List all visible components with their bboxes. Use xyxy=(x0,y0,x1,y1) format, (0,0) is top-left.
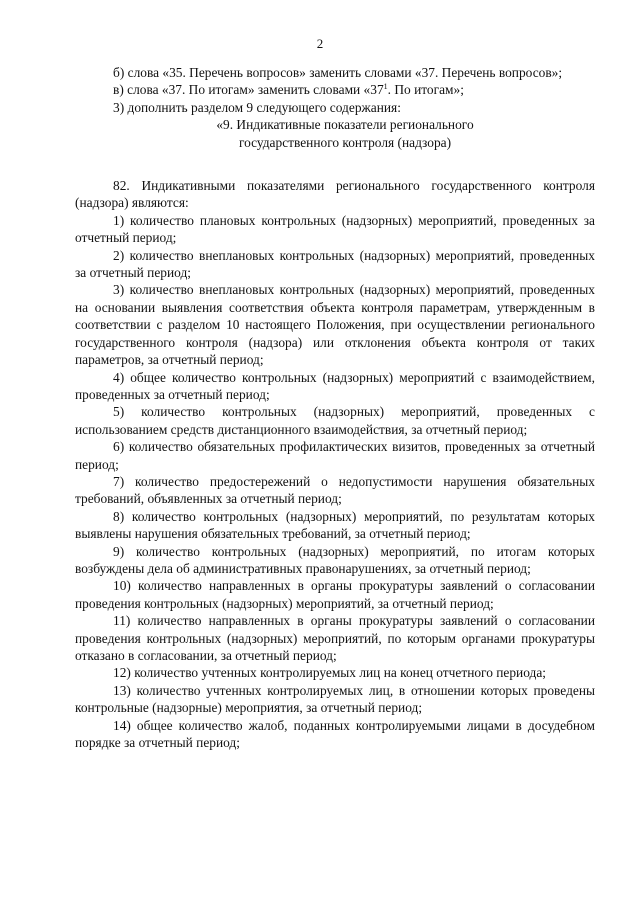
list-item-6: 6) количество обязательных профилактических визитов, проведенных за отчетный период; xyxy=(75,439,595,472)
intro-item-3: 3) дополнить разделом 9 следующего содержания: xyxy=(113,99,401,115)
intro-item-b: б) слова «35. Перечень вопросов» заменить словами «37. Перечень вопросов»; xyxy=(113,65,563,80)
document-body xyxy=(75,64,595,751)
list-item-10: 10) количество направленных в органы прокуратуры заявлений о согласовании проведения контрольных (надзорных) мероприятий, за отчетный период; xyxy=(75,578,595,611)
paragraph-82: 82. Индикативными показателями регионального государственного контроля (надзора) являются: xyxy=(75,178,595,211)
list-item-2: 2) количество внеплановых контрольных (надзорных) мероприятий, проведенных за отчетный период; xyxy=(75,247,595,281)
list-item-14: 14) общее количество жалоб, поданных контролируемыми лицами в досудебном порядке за отчетный период; xyxy=(75,717,595,751)
section-title-line-2: государственного контроля (надзора) xyxy=(238,134,452,150)
list-item-7: 7) количество предостережений о недопустимости нарушения обязательных требований, объявленных за отчетный период; xyxy=(75,473,595,507)
list-item-5: 5) количество контрольных (надзорных) мероприятий, проведенных с использованием средств дистанционного взаимодействия, за отчетный период; xyxy=(75,404,595,437)
list-item-8: 8) количество контрольных (надзорных) мероприятий, по результатам которых выявлены нарушения обязательных требований, за отчетный период; xyxy=(75,508,595,542)
list-item-13: 13) количество учтенных контролируемых лиц, в отношении которых проведены контрольные (надзорные) мероприятия, за отчетный период; xyxy=(75,682,595,716)
intro-item-v-superscript: 1 xyxy=(383,82,388,92)
list-item-12: 12) количество учтенных контролируемых лиц на конец отчетного периода; xyxy=(113,665,547,681)
list-item-1: 1) количество плановых контрольных (надзорных) мероприятий, проведенных за отчетный период; xyxy=(75,212,595,246)
section-spacer xyxy=(75,151,595,177)
intro-item-v-before: в) слова «37. По итогам» заменить словами «37 xyxy=(113,82,384,98)
intro-item-v xyxy=(75,81,595,98)
intro-item-v-after: . По итогам»; xyxy=(387,82,464,98)
list-item-11: 11) количество направленных в органы прокуратуры заявлений о согласовании проведения контрольных (надзорных) мероприятий, по которым органами прокуратуры отказано в согласовании, за отчетный период; xyxy=(75,613,595,663)
list-item-3: 3) количество внеплановых контрольных (надзорных) мероприятий, проведенных на основании выявления соответствия объекта контроля параметрам, утвержденным в соответствии с разделом 10 настоящего Положения, при осуществлении регионального государственного контроля (надзора) или отклонения объекта контроля от таких параметров, за отчетный период; xyxy=(75,282,595,368)
page-number: 2 xyxy=(316,36,324,51)
section-title-line-1: «9. Индикативные показатели регионального xyxy=(216,117,474,133)
list-item-9: 9) количество контрольных (надзорных) мероприятий, по итогам которых возбуждены дела об административных правонарушениях, за отчетный период; xyxy=(75,543,595,576)
list-item-4: 4) общее количество контрольных (надзорных) мероприятий с взаимодействием, проведенных за отчетный период; xyxy=(75,369,595,402)
